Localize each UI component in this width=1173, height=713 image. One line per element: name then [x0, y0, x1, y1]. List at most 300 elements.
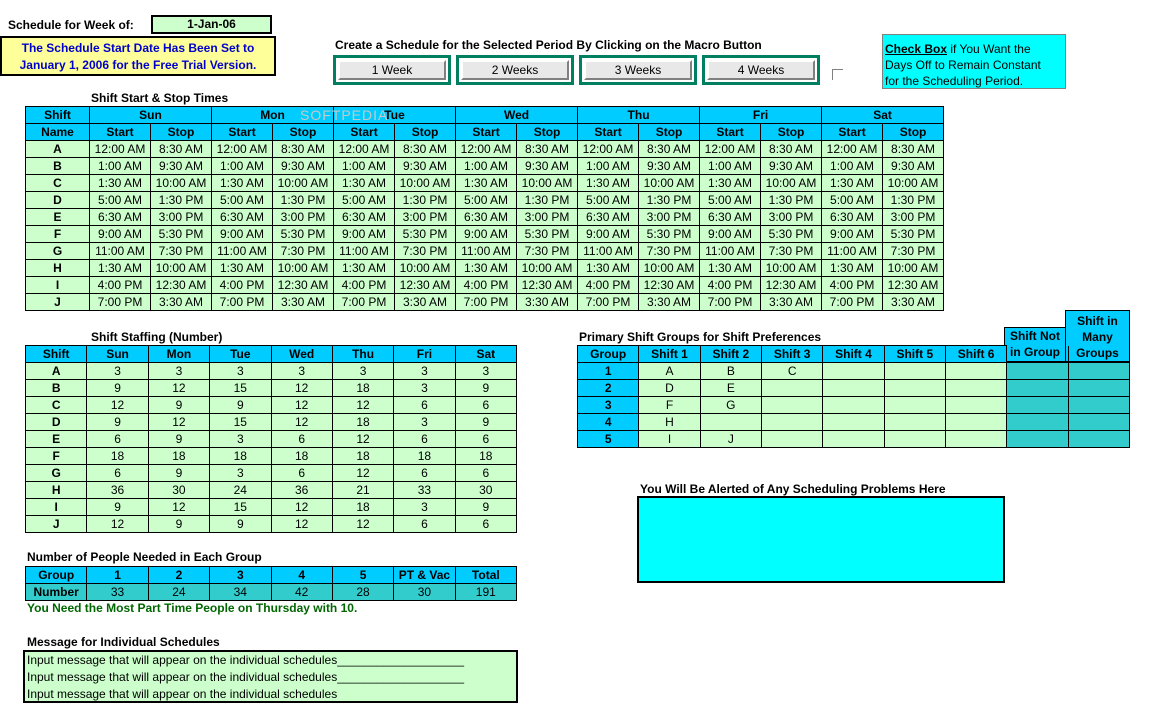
stop-time-cell[interactable]: 10:00 AM: [517, 260, 578, 277]
staffing-cell[interactable]: 9: [148, 465, 209, 482]
start-time-cell[interactable]: 4:00 PM: [90, 277, 151, 294]
start-time-cell[interactable]: 11:00 AM: [334, 243, 395, 260]
stop-time-cell[interactable]: 9:30 AM: [883, 158, 944, 175]
table-row: [26, 363, 517, 380]
stop-time-cell[interactable]: 3:30 AM: [395, 294, 456, 311]
staffing-cell[interactable]: 9: [148, 397, 209, 414]
start-time-cell[interactable]: 1:30 AM: [212, 260, 273, 277]
day-header-fri: Fri: [700, 107, 822, 124]
group-header: Shift 6: [945, 346, 1006, 363]
stop-time-cell[interactable]: 5:30 PM: [395, 226, 456, 243]
start-time-cell[interactable]: 1:00 AM: [212, 158, 273, 175]
staffing-cell[interactable]: 18: [271, 448, 332, 465]
stop-time-cell[interactable]: 1:30 PM: [517, 192, 578, 209]
needed-header: Group: [26, 567, 87, 584]
start-time-cell[interactable]: 1:30 AM: [700, 260, 761, 277]
staffing-header: Mon: [148, 346, 209, 363]
staffing-cell[interactable]: 15: [210, 414, 271, 431]
staffing-cell[interactable]: 6: [271, 465, 332, 482]
group-header: Shift 2: [700, 346, 761, 363]
stop-time-cell[interactable]: 10:00 AM: [639, 175, 700, 192]
stop-time-cell[interactable]: 10:00 AM: [883, 175, 944, 192]
table-row: [26, 414, 517, 431]
group-shift-cell[interactable]: [945, 397, 1006, 414]
stop-time-cell[interactable]: 1:30 PM: [151, 192, 212, 209]
staffing-cell[interactable]: 12: [87, 516, 148, 533]
stop-time-cell[interactable]: 9:30 AM: [395, 158, 456, 175]
start-time-cell[interactable]: 1:00 AM: [700, 158, 761, 175]
start-time-cell[interactable]: 1:30 AM: [822, 260, 883, 277]
staffing-cell[interactable]: 33: [394, 482, 455, 499]
staffing-cell[interactable]: 12: [332, 431, 393, 448]
start-time-cell[interactable]: 6:30 AM: [822, 209, 883, 226]
staffing-cell[interactable]: 3: [210, 363, 271, 380]
stop-time-cell[interactable]: 3:30 AM: [639, 294, 700, 311]
stop-time-cell[interactable]: 3:00 PM: [517, 209, 578, 226]
stop-time-cell[interactable]: 9:30 AM: [517, 158, 578, 175]
start-time-cell[interactable]: 12:00 AM: [700, 141, 761, 158]
stop-time-cell[interactable]: 1:30 PM: [761, 192, 822, 209]
week-start-date-cell[interactable]: 1-Jan-06: [151, 15, 272, 34]
staffing-cell[interactable]: 36: [271, 482, 332, 499]
stop-time-cell[interactable]: 12:30 AM: [883, 277, 944, 294]
stop-time-cell[interactable]: 3:00 PM: [639, 209, 700, 226]
start-time-cell[interactable]: 5:00 AM: [456, 192, 517, 209]
stop-time-cell[interactable]: 10:00 AM: [639, 260, 700, 277]
start-time-cell[interactable]: 5:00 AM: [212, 192, 273, 209]
group-number-cell: 3: [578, 397, 639, 414]
stop-time-cell[interactable]: 3:00 PM: [761, 209, 822, 226]
staffing-cell[interactable]: 18: [332, 380, 393, 397]
shift-name-cell: G: [26, 243, 90, 260]
one-week-label: 1 Week: [338, 60, 446, 80]
start-header: Start: [456, 124, 517, 141]
stop-time-cell[interactable]: 5:30 PM: [151, 226, 212, 243]
needed-cell: 28: [332, 584, 393, 601]
staffing-cell[interactable]: 12: [148, 380, 209, 397]
stop-time-cell[interactable]: 8:30 AM: [761, 141, 822, 158]
start-time-cell[interactable]: 12:00 AM: [578, 141, 639, 158]
stop-time-cell[interactable]: 3:30 AM: [761, 294, 822, 311]
staffing-cell[interactable]: 3: [394, 380, 455, 397]
many-groups-cell: [1068, 414, 1129, 431]
day-header-tue: Tue: [334, 107, 456, 124]
stop-time-cell[interactable]: 9:30 AM: [761, 158, 822, 175]
one-week-button[interactable]: [333, 55, 451, 85]
staffing-cell[interactable]: 6: [394, 465, 455, 482]
staffing-cell[interactable]: 18: [332, 499, 393, 516]
staffing-cell[interactable]: 12: [271, 499, 332, 516]
start-time-cell[interactable]: 1:30 AM: [90, 260, 151, 277]
staffing-cell[interactable]: 12: [332, 465, 393, 482]
stop-time-cell[interactable]: 9:30 AM: [273, 158, 334, 175]
two-weeks-button[interactable]: [456, 55, 574, 85]
staffing-cell[interactable]: 12: [271, 397, 332, 414]
stop-time-cell[interactable]: 12:30 AM: [761, 277, 822, 294]
staffing-cell[interactable]: 30: [455, 482, 516, 499]
group-shift-cell[interactable]: [945, 380, 1006, 397]
table-row: [26, 141, 944, 158]
stop-time-cell[interactable]: 12:30 AM: [151, 277, 212, 294]
start-time-cell[interactable]: 5:00 AM: [90, 192, 151, 209]
stop-time-cell[interactable]: 5:30 PM: [517, 226, 578, 243]
start-time-cell[interactable]: 6:30 AM: [334, 209, 395, 226]
staffing-cell[interactable]: 3: [148, 363, 209, 380]
group-shift-cell[interactable]: [884, 431, 945, 448]
stop-time-cell[interactable]: 8:30 AM: [273, 141, 334, 158]
group-shift-cell[interactable]: B: [700, 363, 761, 380]
shift-name-cell: J: [26, 516, 87, 533]
staffing-cell[interactable]: 9: [87, 380, 148, 397]
stop-time-cell[interactable]: 1:30 PM: [639, 192, 700, 209]
stop-time-cell[interactable]: 8:30 AM: [151, 141, 212, 158]
group-shift-cell[interactable]: [884, 363, 945, 380]
group-shift-cell[interactable]: F: [639, 397, 700, 414]
staffing-cell[interactable]: 12: [271, 414, 332, 431]
group-shift-cell[interactable]: [884, 414, 945, 431]
stop-time-cell[interactable]: 10:00 AM: [761, 175, 822, 192]
group-shift-cell[interactable]: J: [700, 431, 761, 448]
stop-time-cell[interactable]: 10:00 AM: [517, 175, 578, 192]
start-time-cell[interactable]: 7:00 PM: [700, 294, 761, 311]
start-time-cell[interactable]: 1:00 AM: [456, 158, 517, 175]
stop-time-cell[interactable]: 10:00 AM: [151, 175, 212, 192]
times-title: Shift Start & Stop Times: [91, 91, 229, 105]
stop-time-cell[interactable]: 10:00 AM: [395, 260, 456, 277]
start-time-cell[interactable]: 4:00 PM: [212, 277, 273, 294]
start-time-cell[interactable]: 9:00 AM: [212, 226, 273, 243]
many-groups-cell: [1068, 380, 1129, 397]
day-header-sat: Sat: [822, 107, 944, 124]
three-weeks-button[interactable]: [579, 55, 697, 85]
group-shift-cell[interactable]: [884, 397, 945, 414]
start-time-cell[interactable]: 1:30 AM: [700, 175, 761, 192]
trial-note-line1: The Schedule Start Date Has Been Set to: [21, 41, 255, 55]
start-time-cell[interactable]: 11:00 AM: [578, 243, 639, 260]
not-in-group-cell: [1007, 397, 1068, 414]
start-time-cell[interactable]: 7:00 PM: [456, 294, 517, 311]
group-shift-cell[interactable]: I: [639, 431, 700, 448]
staffing-cell[interactable]: 6: [394, 397, 455, 414]
start-time-cell[interactable]: 11:00 AM: [212, 243, 273, 260]
group-shift-cell[interactable]: [823, 397, 884, 414]
stop-time-cell[interactable]: 3:30 AM: [517, 294, 578, 311]
start-time-cell[interactable]: 6:30 AM: [212, 209, 273, 226]
alerts-title: You Will Be Alerted of Any Scheduling Problems Here: [640, 482, 946, 496]
start-time-cell[interactable]: 1:00 AM: [822, 158, 883, 175]
shift-staffing-table: [25, 345, 517, 533]
start-time-cell[interactable]: 6:30 AM: [456, 209, 517, 226]
start-time-cell[interactable]: 11:00 AM: [90, 243, 151, 260]
table-row: [26, 192, 944, 209]
group-shift-cell[interactable]: [823, 363, 884, 380]
group-shift-cell[interactable]: D: [639, 380, 700, 397]
staffing-cell[interactable]: 18: [332, 448, 393, 465]
stop-time-cell[interactable]: 3:30 AM: [883, 294, 944, 311]
stop-time-cell[interactable]: 3:00 PM: [151, 209, 212, 226]
stop-time-cell[interactable]: 7:30 PM: [517, 243, 578, 260]
start-time-cell[interactable]: 1:00 AM: [578, 158, 639, 175]
stop-time-cell[interactable]: 1:30 PM: [883, 192, 944, 209]
many-groups-line2: Many: [1082, 330, 1113, 344]
staffing-cell[interactable]: 12: [148, 499, 209, 516]
staffing-cell[interactable]: 15: [210, 499, 271, 516]
start-time-cell[interactable]: 1:30 AM: [212, 175, 273, 192]
start-time-cell[interactable]: 4:00 PM: [578, 277, 639, 294]
group-header: Group: [578, 346, 639, 363]
table-row: [578, 380, 1130, 397]
part-time-note: You Need the Most Part Time People on Thursday with 10.: [27, 601, 358, 615]
table-row: [26, 448, 517, 465]
staffing-cell[interactable]: 6: [455, 397, 516, 414]
start-time-cell[interactable]: 12:00 AM: [456, 141, 517, 158]
start-time-cell[interactable]: 9:00 AM: [578, 226, 639, 243]
staffing-cell[interactable]: 21: [332, 482, 393, 499]
start-header: Start: [334, 124, 395, 141]
stop-time-cell[interactable]: 7:30 PM: [639, 243, 700, 260]
group-number-cell: 2: [578, 380, 639, 397]
group-shift-cell[interactable]: [823, 414, 884, 431]
stop-time-cell[interactable]: 7:30 PM: [151, 243, 212, 260]
staffing-cell[interactable]: 9: [210, 516, 271, 533]
group-shift-cell[interactable]: H: [639, 414, 700, 431]
needed-header: 2: [148, 567, 209, 584]
table-row: [26, 175, 944, 192]
group-shift-cell[interactable]: [761, 397, 822, 414]
start-time-cell[interactable]: 7:00 PM: [822, 294, 883, 311]
message-line-1[interactable]: Input message that will appear on the individual schedules___________________: [27, 653, 464, 667]
days-off-checkbox[interactable]: [832, 69, 843, 80]
group-shift-cell[interactable]: [945, 414, 1006, 431]
stop-time-cell[interactable]: 5:30 PM: [761, 226, 822, 243]
staffing-cell[interactable]: 12: [87, 397, 148, 414]
group-shift-cell[interactable]: C: [761, 363, 822, 380]
start-time-cell[interactable]: 1:30 AM: [334, 260, 395, 277]
staffing-cell[interactable]: 9: [455, 380, 516, 397]
group-shift-cell[interactable]: [761, 414, 822, 431]
staffing-cell[interactable]: 9: [455, 414, 516, 431]
staffing-cell[interactable]: 3: [394, 414, 455, 431]
shift-name-cell: A: [26, 363, 87, 380]
staffing-cell[interactable]: 6: [455, 431, 516, 448]
group-shift-cell[interactable]: [823, 431, 884, 448]
start-time-cell[interactable]: 9:00 AM: [334, 226, 395, 243]
staffing-cell[interactable]: 3: [394, 363, 455, 380]
staffing-cell[interactable]: 6: [394, 516, 455, 533]
many-groups-cell: [1068, 363, 1129, 380]
staffing-cell[interactable]: 6: [87, 431, 148, 448]
staffing-cell[interactable]: 18: [87, 448, 148, 465]
staffing-cell[interactable]: 9: [455, 499, 516, 516]
stop-time-cell[interactable]: 7:30 PM: [761, 243, 822, 260]
group-shift-cell[interactable]: [761, 380, 822, 397]
stop-time-cell[interactable]: 8:30 AM: [639, 141, 700, 158]
staffing-cell[interactable]: 12: [271, 380, 332, 397]
group-shift-cell[interactable]: [823, 380, 884, 397]
start-time-cell[interactable]: 11:00 AM: [822, 243, 883, 260]
start-time-cell[interactable]: 6:30 AM: [700, 209, 761, 226]
shift-name-cell: E: [26, 209, 90, 226]
stop-time-cell[interactable]: 7:30 PM: [883, 243, 944, 260]
start-time-cell[interactable]: 6:30 AM: [90, 209, 151, 226]
stop-time-cell[interactable]: 5:30 PM: [639, 226, 700, 243]
stop-time-cell[interactable]: 10:00 AM: [883, 260, 944, 277]
shift-name-cell: C: [26, 175, 90, 192]
start-time-cell[interactable]: 1:30 AM: [578, 260, 639, 277]
start-time-cell[interactable]: 6:30 AM: [578, 209, 639, 226]
group-shift-cell[interactable]: [945, 431, 1006, 448]
group-shift-cell[interactable]: [884, 380, 945, 397]
group-shift-cell[interactable]: A: [639, 363, 700, 380]
staffing-cell[interactable]: 6: [271, 431, 332, 448]
stop-time-cell[interactable]: 10:00 AM: [273, 260, 334, 277]
stop-time-cell[interactable]: 10:00 AM: [151, 260, 212, 277]
needed-cell: 42: [271, 584, 332, 601]
group-shift-cell[interactable]: E: [700, 380, 761, 397]
stop-time-cell[interactable]: 8:30 AM: [883, 141, 944, 158]
stop-time-cell[interactable]: 1:30 PM: [395, 192, 456, 209]
staffing-cell[interactable]: 9: [87, 499, 148, 516]
stop-time-cell[interactable]: 3:00 PM: [883, 209, 944, 226]
start-time-cell[interactable]: 5:00 AM: [578, 192, 639, 209]
group-shift-cell[interactable]: [761, 431, 822, 448]
staffing-cell[interactable]: 12: [148, 414, 209, 431]
shift-name-cell: A: [26, 141, 90, 158]
staffing-cell[interactable]: 3: [332, 363, 393, 380]
staffing-cell[interactable]: 30: [148, 482, 209, 499]
message-line-3[interactable]: Input message that will appear on the individual schedules: [27, 687, 338, 701]
stop-time-cell[interactable]: 3:30 AM: [273, 294, 334, 311]
staffing-cell[interactable]: 15: [210, 380, 271, 397]
start-time-cell[interactable]: 1:30 AM: [456, 260, 517, 277]
group-shift-cell[interactable]: G: [700, 397, 761, 414]
stop-time-cell[interactable]: 5:30 PM: [883, 226, 944, 243]
shift-name-cell: C: [26, 397, 87, 414]
staffing-cell[interactable]: 6: [455, 465, 516, 482]
start-time-cell[interactable]: 5:00 AM: [700, 192, 761, 209]
staffing-cell[interactable]: 12: [332, 397, 393, 414]
start-time-cell[interactable]: 4:00 PM: [700, 277, 761, 294]
stop-time-cell[interactable]: 12:30 AM: [639, 277, 700, 294]
four-weeks-button[interactable]: [702, 55, 820, 85]
staffing-cell[interactable]: 3: [210, 465, 271, 482]
stop-time-cell[interactable]: 9:30 AM: [151, 158, 212, 175]
start-time-cell[interactable]: 4:00 PM: [456, 277, 517, 294]
start-time-cell[interactable]: 1:30 AM: [578, 175, 639, 192]
staffing-cell[interactable]: 9: [148, 516, 209, 533]
staffing-cell[interactable]: 36: [87, 482, 148, 499]
shift-header: Shift: [26, 107, 90, 124]
start-time-cell[interactable]: 9:00 AM: [90, 226, 151, 243]
staffing-cell[interactable]: 24: [210, 482, 271, 499]
staffing-cell[interactable]: 12: [332, 516, 393, 533]
staffing-cell[interactable]: 6: [394, 431, 455, 448]
alerts-box: [637, 496, 1005, 583]
start-time-cell[interactable]: 12:00 AM: [334, 141, 395, 158]
start-time-cell[interactable]: 7:00 PM: [212, 294, 273, 311]
group-shift-cell[interactable]: [700, 414, 761, 431]
needed-cell: 34: [210, 584, 271, 601]
shift-name-cell: J: [26, 294, 90, 311]
staffing-cell[interactable]: 18: [210, 448, 271, 465]
shift-name-cell: F: [26, 226, 90, 243]
start-time-cell[interactable]: 12:00 AM: [90, 141, 151, 158]
staffing-cell[interactable]: 6: [87, 465, 148, 482]
stop-time-cell[interactable]: 3:30 AM: [151, 294, 212, 311]
start-time-cell[interactable]: 1:30 AM: [822, 175, 883, 192]
stop-time-cell[interactable]: 1:30 PM: [273, 192, 334, 209]
stop-time-cell[interactable]: 12:30 AM: [395, 277, 456, 294]
staffing-cell[interactable]: 3: [394, 499, 455, 516]
staffing-cell[interactable]: 3: [210, 431, 271, 448]
start-time-cell[interactable]: 1:00 AM: [334, 158, 395, 175]
stop-time-cell[interactable]: 7:30 PM: [273, 243, 334, 260]
start-time-cell[interactable]: 4:00 PM: [822, 277, 883, 294]
start-time-cell[interactable]: 12:00 AM: [822, 141, 883, 158]
staffing-cell[interactable]: 3: [455, 363, 516, 380]
stop-time-cell[interactable]: 5:30 PM: [273, 226, 334, 243]
start-time-cell[interactable]: 5:00 AM: [334, 192, 395, 209]
staffing-cell[interactable]: 9: [87, 414, 148, 431]
start-time-cell[interactable]: 5:00 AM: [822, 192, 883, 209]
needed-header: Total: [455, 567, 516, 584]
start-time-cell[interactable]: 12:00 AM: [212, 141, 273, 158]
stop-time-cell[interactable]: 8:30 AM: [395, 141, 456, 158]
staffing-cell[interactable]: 18: [332, 414, 393, 431]
staffing-cell[interactable]: 3: [87, 363, 148, 380]
message-line-2[interactable]: Input message that will appear on the individual schedules___________________: [27, 670, 464, 684]
stop-time-cell[interactable]: 10:00 AM: [273, 175, 334, 192]
stop-time-cell[interactable]: 12:30 AM: [273, 277, 334, 294]
stop-time-cell[interactable]: 8:30 AM: [517, 141, 578, 158]
start-time-cell[interactable]: 1:30 AM: [456, 175, 517, 192]
start-time-cell[interactable]: 1:30 AM: [90, 175, 151, 192]
stop-time-cell[interactable]: 3:00 PM: [273, 209, 334, 226]
start-time-cell[interactable]: 11:00 AM: [700, 243, 761, 260]
staffing-cell[interactable]: 6: [455, 516, 516, 533]
start-time-cell[interactable]: 11:00 AM: [456, 243, 517, 260]
start-time-cell[interactable]: 7:00 PM: [578, 294, 639, 311]
start-time-cell[interactable]: 4:00 PM: [334, 277, 395, 294]
start-time-cell[interactable]: 7:00 PM: [334, 294, 395, 311]
start-time-cell[interactable]: 9:00 AM: [822, 226, 883, 243]
staffing-cell[interactable]: 18: [455, 448, 516, 465]
start-time-cell[interactable]: 9:00 AM: [456, 226, 517, 243]
table-row: [578, 397, 1130, 414]
staffing-cell[interactable]: 18: [394, 448, 455, 465]
stop-time-cell[interactable]: 9:30 AM: [639, 158, 700, 175]
stop-time-cell[interactable]: 12:30 AM: [517, 277, 578, 294]
not-in-group-spacer: [1007, 346, 1068, 363]
staffing-cell[interactable]: 9: [210, 397, 271, 414]
stop-time-cell[interactable]: 10:00 AM: [761, 260, 822, 277]
staffing-cell[interactable]: 9: [148, 431, 209, 448]
stop-time-cell[interactable]: 7:30 PM: [395, 243, 456, 260]
group-shift-cell[interactable]: [945, 363, 1006, 380]
checkbox-note-line2: Days Off to Remain Constant: [885, 58, 1041, 72]
start-time-cell[interactable]: 7:00 PM: [90, 294, 151, 311]
staffing-cell[interactable]: 18: [148, 448, 209, 465]
start-time-cell[interactable]: 9:00 AM: [700, 226, 761, 243]
start-time-cell[interactable]: 1:30 AM: [334, 175, 395, 192]
checkbox-note: [882, 34, 1066, 89]
staffing-cell[interactable]: 3: [271, 363, 332, 380]
stop-time-cell[interactable]: 3:00 PM: [395, 209, 456, 226]
stop-time-cell[interactable]: 10:00 AM: [395, 175, 456, 192]
staffing-cell[interactable]: 12: [271, 516, 332, 533]
table-row: [26, 482, 517, 499]
start-time-cell[interactable]: 1:00 AM: [90, 158, 151, 175]
